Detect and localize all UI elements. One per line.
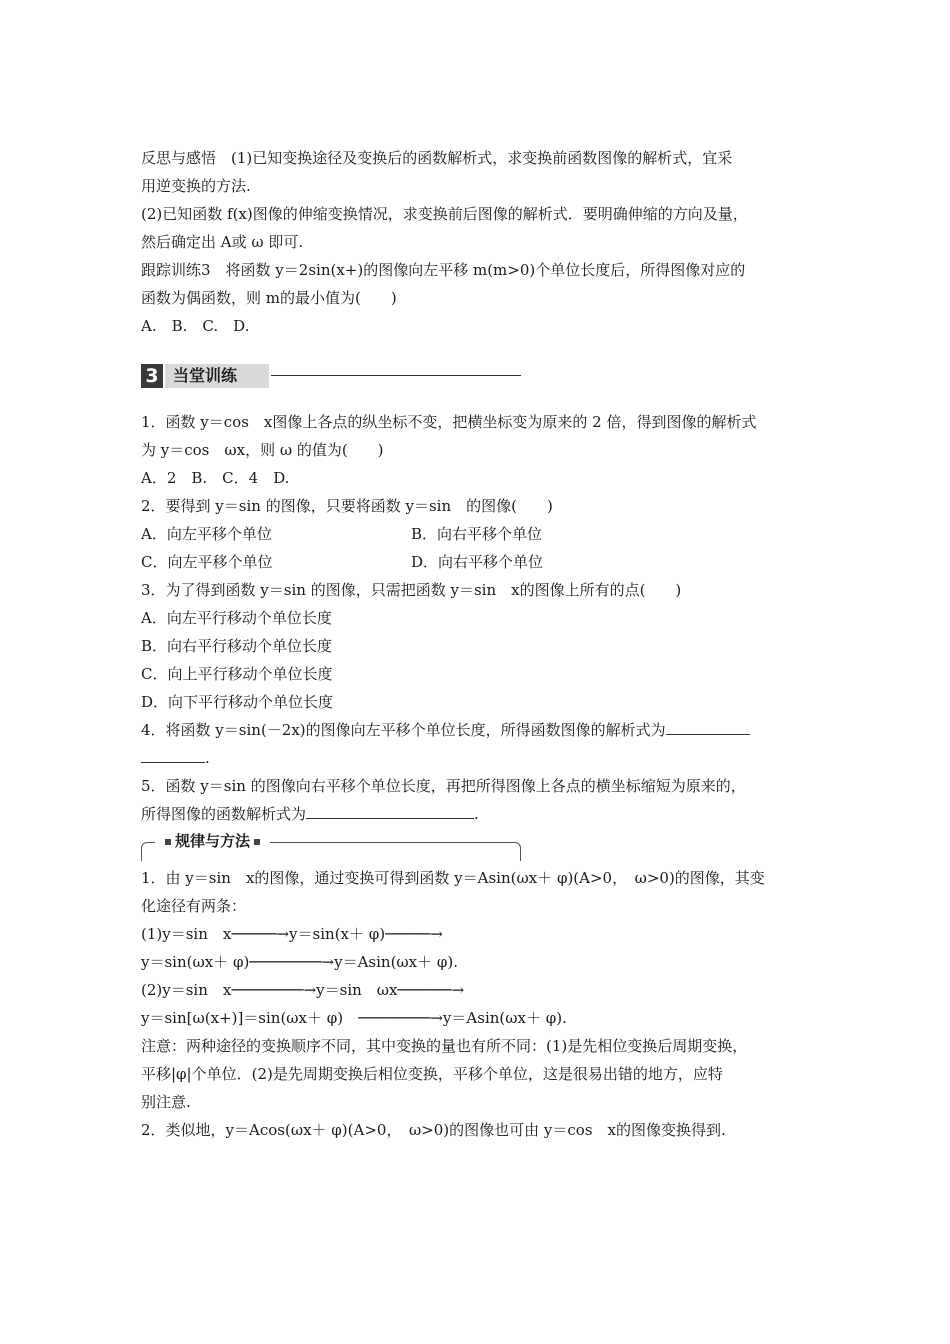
q2-option-c: C．向左平移个单位 [141,553,273,571]
q5-answer-blank[interactable] [306,804,474,819]
q2-option-d: D．向右平移个单位 [411,553,544,571]
reflection-line-2: 用逆变换的方法. [141,177,251,195]
section-header [141,364,521,388]
rules-line-5: (2)y＝sin x────────→y＝sin ωx──────→ [141,981,465,999]
q4-line-1 [141,720,750,740]
q4-end: . [205,749,210,767]
rules-label-text: 规律与方法 [175,832,251,850]
q5-line-2 [141,804,479,824]
rules-line-2: 化途径有两条： [141,897,247,915]
section-title: 当堂训练 [165,364,269,388]
q1-line-2: 为 y＝cos ωx，则 ω 的值为( ) [141,441,384,459]
q4-answer-blank-2[interactable] [141,748,205,763]
rules-line-3: (1)y＝sin x─────→y＝sin(x＋ φ)─────→ [141,925,443,943]
rules-header [141,830,521,860]
q3-option-c: C．向上平行移动个单位长度 [141,665,333,683]
practice3-line-2: 函数为偶函数，则 m的最小值为( ) [141,289,397,307]
reflection-line-4: 然后确定出 A或 ω 即可. [141,233,304,251]
reflection-line-1: 反思与感悟 (1)已知变换途径及变换后的函数解析式，求变换前函数图像的解析式，宜采 [141,149,733,167]
square-bullet-icon [254,839,260,845]
q1-line-1: 1．函数 y＝cos x图像上各点的纵坐标不变，把横坐标变为原来的 2 倍，得到图像的解析式 [141,413,757,431]
q3-stem: 3．为了得到函数 y＝sin 的图像，只需把函数 y＝sin x的图像上所有的点( ) [141,581,682,599]
rules-line-7: 注意：两种途径的变换顺序不同，其中变换的量也有所不同：(1)是先相位变换后周期变换， [141,1037,748,1055]
practice3-options: A. B. C. D. [141,317,250,335]
practice3-line-1: 跟踪训练3 将函数 y＝2sin(x+)的图像向左平移 m(m>0)个单位长度后，所得图像对应的 [141,261,746,279]
section-rule [271,375,521,376]
reflection-line-3: (2)已知函数 f(x)图像的伸缩变换情况，求变换前后图像的解析式．要明确伸缩的方向及量， [141,205,748,223]
q5-end: . [474,805,479,823]
square-bullet-icon [165,839,171,845]
q1-options: A．2 B. C．4 D. [141,469,290,487]
rules-line-8: 平移|φ|个单位．(2)是先周期变换后相位变换，平移个单位，这是很易出错的地方，应特 [141,1065,723,1083]
q4-answer-blank-1[interactable] [666,720,750,735]
q5-stem: 所得图像的函数解析式为 [141,805,307,823]
rules-line-6: y＝sin[ω(x+)]＝sin(ωx＋ φ) ────────→y＝Asin(ωx＋ φ). [141,1009,567,1027]
section-number: 3 [141,364,163,388]
q2-option-a: A．向左平移个单位 [141,525,272,543]
q3-option-d: D．向下平行移动个单位长度 [141,693,334,711]
rules-line-9: 别注意. [141,1093,191,1111]
rules-label [155,830,270,852]
q2-stem: 2．要得到 y＝sin 的图像，只要将函数 y＝sin 的图像( ) [141,497,553,515]
q2-option-b: B．向右平移个单位 [411,525,543,543]
rules-line-10: 2．类似地，y＝Acos(ωx＋ φ)(A>0， ω>0)的图像也可由 y＝cos x的图像变换得到. [141,1121,726,1139]
q5-line-1: 5．函数 y＝sin 的图像向右平移个单位长度，再把所得图像上各点的横坐标缩短为原来的， [141,777,746,795]
q3-option-a: A．向左平行移动个单位长度 [141,609,332,627]
q4-stem: 4．将函数 y＝sin(－2x)的图像向左平移个单位长度，所得函数图像的解析式为 [141,721,666,739]
rules-line-1: 1．由 y＝sin x的图像，通过变换可得到函数 y＝Asin(ωx＋ φ)(A>0， ω>0)的图像，其变 [141,869,765,887]
q4-line-2 [141,748,210,768]
q3-option-b: B．向右平行移动个单位长度 [141,637,333,655]
rules-line-4: y＝sin(ωx＋ φ)────────→y＝Asin(ωx＋ φ). [141,953,459,971]
